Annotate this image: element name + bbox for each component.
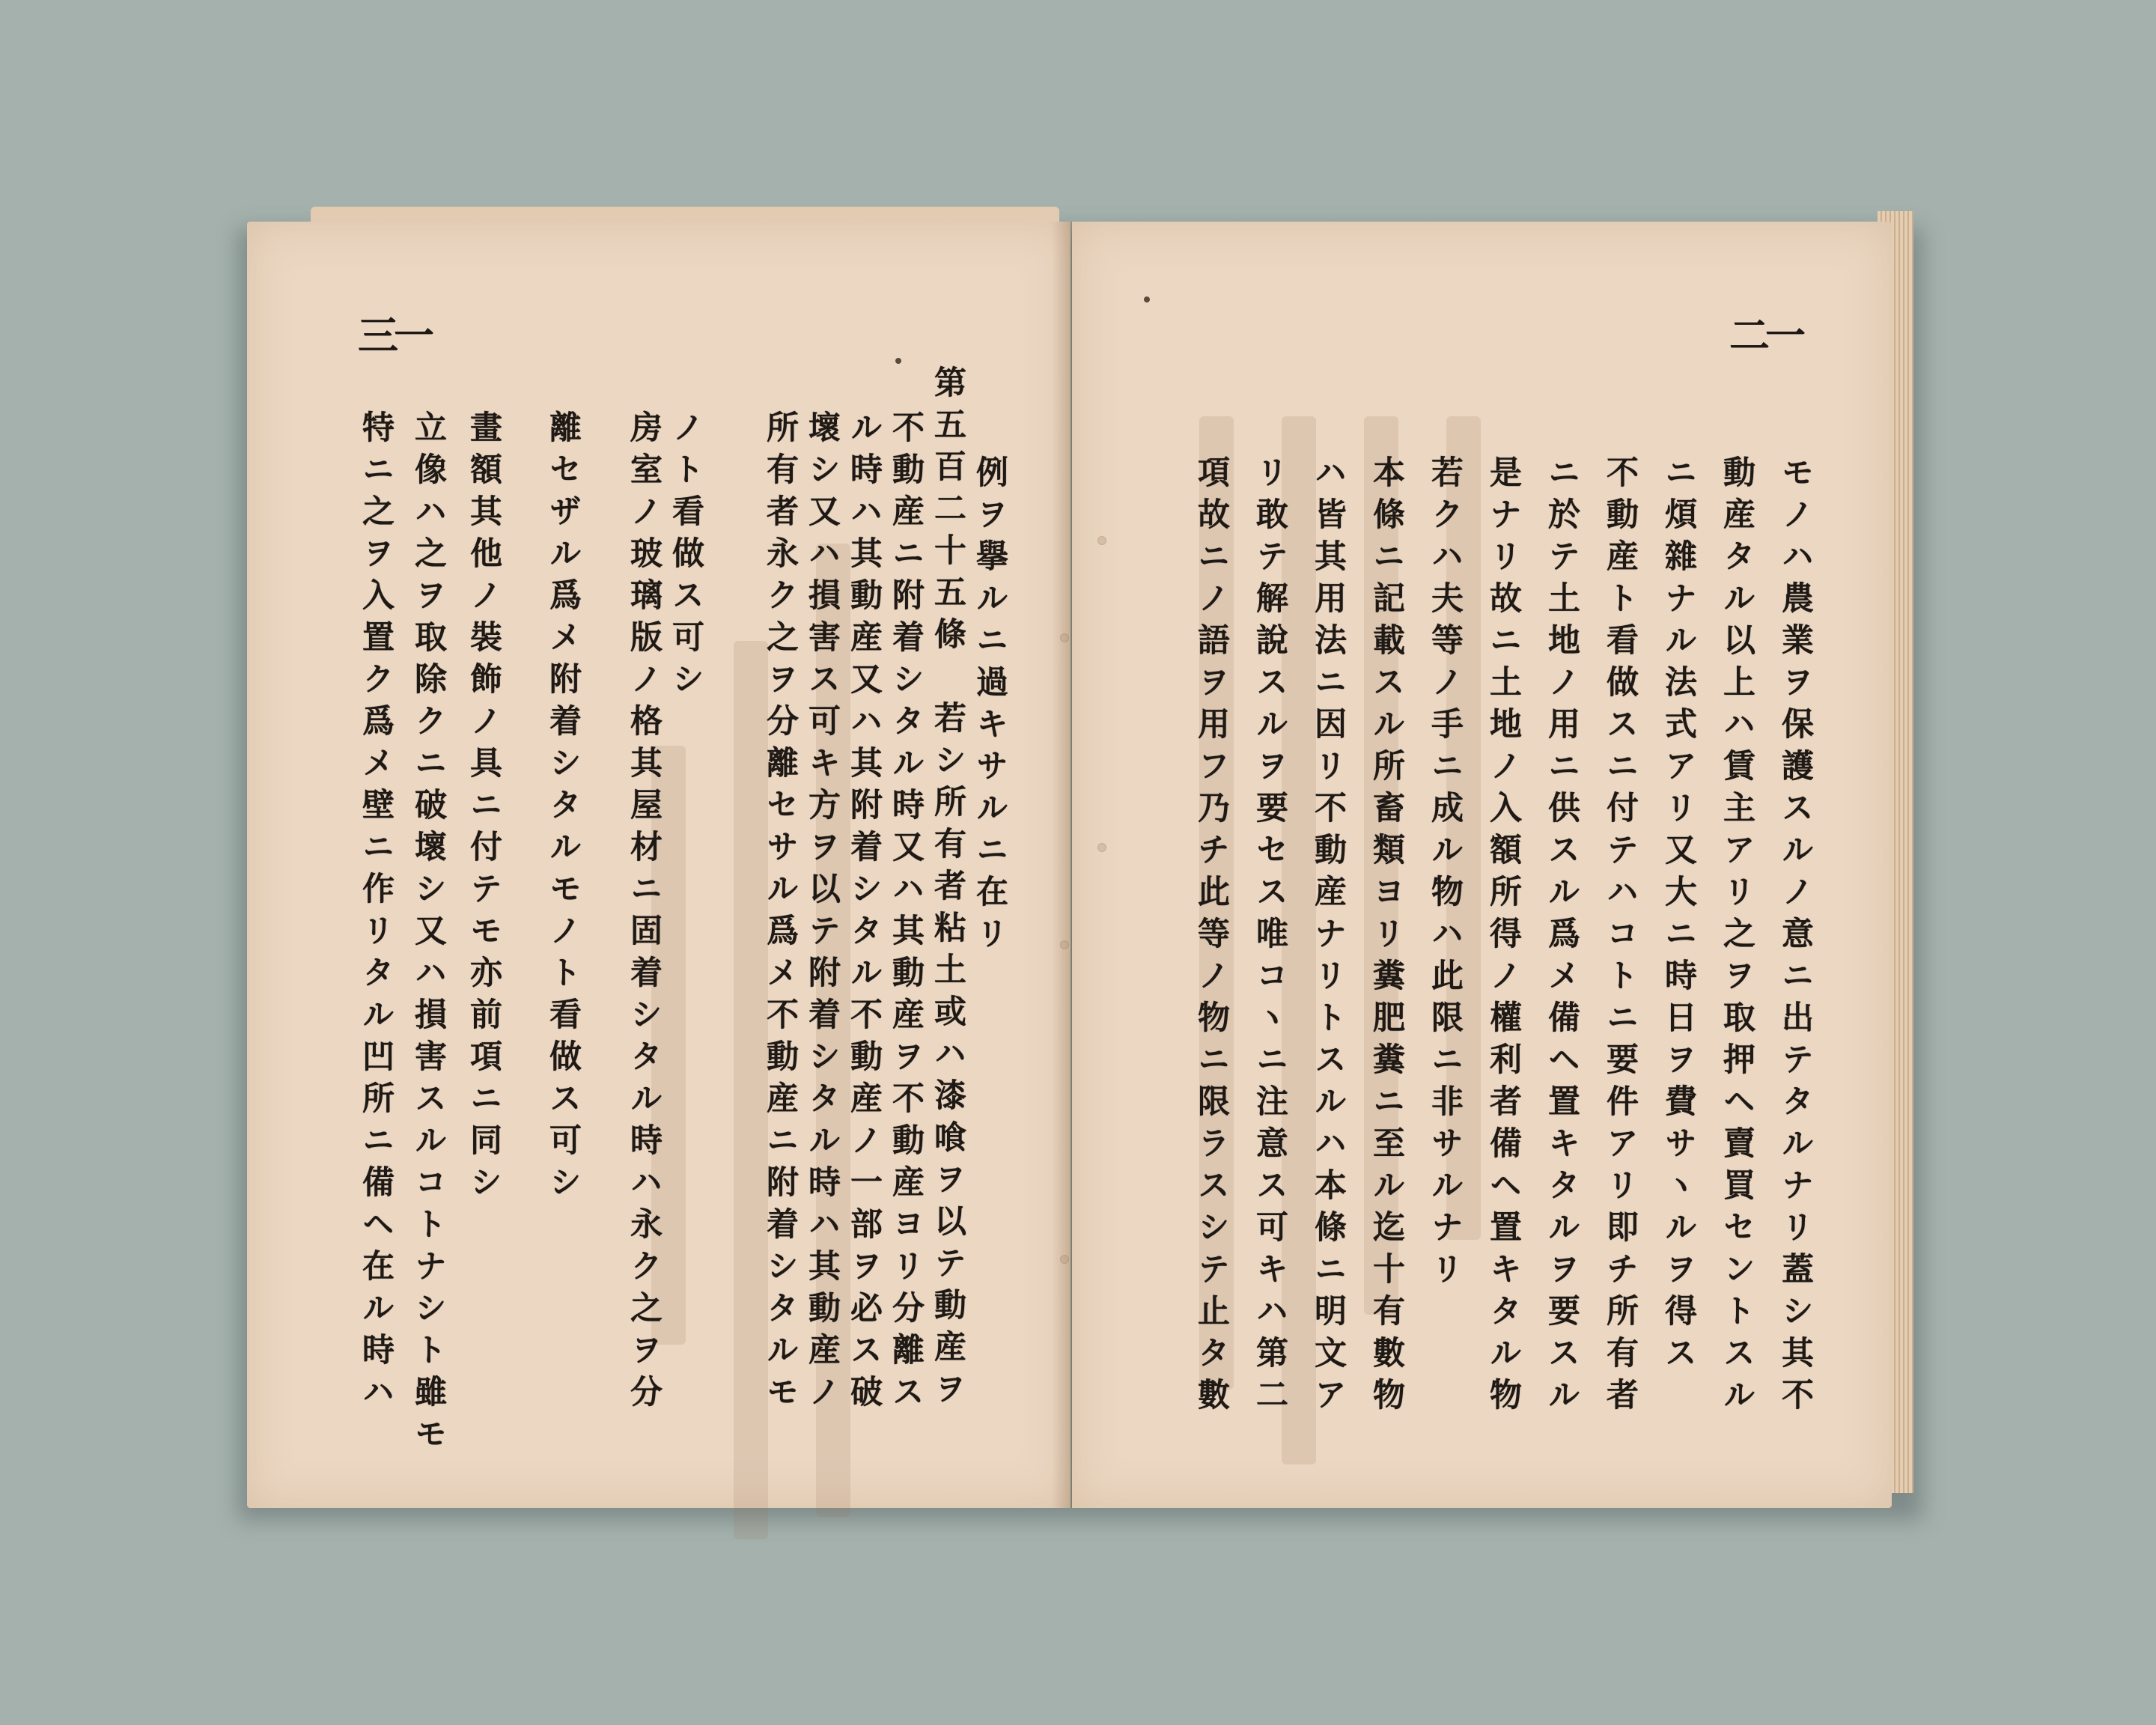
text-column: リ敢テ解說スルヲ要セス唯コヽニ注意ス可キハ第二 bbox=[1251, 455, 1288, 1420]
text-column: ハ皆其用法ニ因リ不動産ナリトスルハ本條ニ明文ア bbox=[1309, 455, 1347, 1420]
text-column: ノト看做ス可シ bbox=[667, 410, 704, 704]
text-column: 壞シ又ハ損害ス可キ方ヲ以テ附着シタル時ハ其動産ノ bbox=[803, 410, 841, 1417]
text-column: 第五百二十五條 若シ所有者粘土或ハ漆喰ヲ以テ動産ヲ bbox=[929, 365, 966, 1414]
text-column: 所有者永ク之ヲ分離セサル爲メ不動産ニ附着シタルモ bbox=[761, 410, 799, 1417]
text-column: 房室ノ玻璃版ノ格其屋材ニ固着シタル時ハ永ク之ヲ分 bbox=[625, 410, 663, 1417]
binding-hole bbox=[1097, 536, 1106, 545]
text-column: ニ於テ土地ノ用ニ供スル爲メ備ヘ置キタルヲ要スル bbox=[1543, 455, 1580, 1420]
text-column: 不動産ニ附着シタル時又ハ其動産ヲ不動産ヨリ分離ス bbox=[887, 410, 925, 1417]
right-page bbox=[1072, 222, 1892, 1508]
ink-speck bbox=[895, 358, 901, 364]
text-column: 立像ハ之ヲ取除クニ破壞シ又ハ損害スルコトナシト雖モ bbox=[409, 410, 447, 1458]
text-column: 若クハ夫等ノ手ニ成ル物ハ此限ニ非サルナリ bbox=[1426, 455, 1464, 1294]
binding-hole bbox=[1097, 843, 1106, 852]
text-column: 項故ニノ語ヲ用フ乃チ此等ノ物ニ限ラスシテ止タ數 bbox=[1193, 455, 1230, 1420]
text-column: 不動産ト看做スニ付テハコトニ要件アリ即チ所有者 bbox=[1601, 455, 1639, 1420]
left-page bbox=[247, 222, 1071, 1508]
text-column: モノハ農業ヲ保護スルノ意ニ出テタルナリ蓋シ其不 bbox=[1776, 455, 1814, 1420]
text-column: 畫額其他ノ裝飾ノ具ニ付テモ亦前項ニ同シ bbox=[465, 410, 502, 1207]
text-column: 例ヲ擧ルニ過キサルニ在リ bbox=[971, 455, 1008, 958]
text-column: 動産タル以上ハ賃主アリ之ヲ取押ヘ賣買セントスル bbox=[1718, 455, 1755, 1420]
text-column: 本條ニ記載スル所畜類ヨリ糞肥糞ニ至ル迄十有數物 bbox=[1368, 455, 1405, 1420]
ink-speck bbox=[1144, 296, 1150, 302]
text-column: ニ煩雜ナル法式アリ又大ニ時日ヲ費サヽルヲ得ス bbox=[1660, 455, 1697, 1378]
page-number: 三一 bbox=[358, 311, 430, 359]
text-column: ル時ハ其動産又ハ其附着シタル不動産ノ一部ヲ必ス破 bbox=[845, 410, 883, 1417]
text-column: 特ニ之ヲ入置ク爲メ壁ニ作リタル凹所ニ備ヘ在ル時ハ bbox=[357, 410, 395, 1417]
page-number: 二一 bbox=[1729, 311, 1801, 359]
text-column: 離セザル爲メ附着シタルモノト看做ス可シ bbox=[544, 410, 582, 1207]
text-column: 是ナリ故ニ土地ノ入額所得ノ權利者備ヘ置キタル物 bbox=[1484, 455, 1522, 1420]
